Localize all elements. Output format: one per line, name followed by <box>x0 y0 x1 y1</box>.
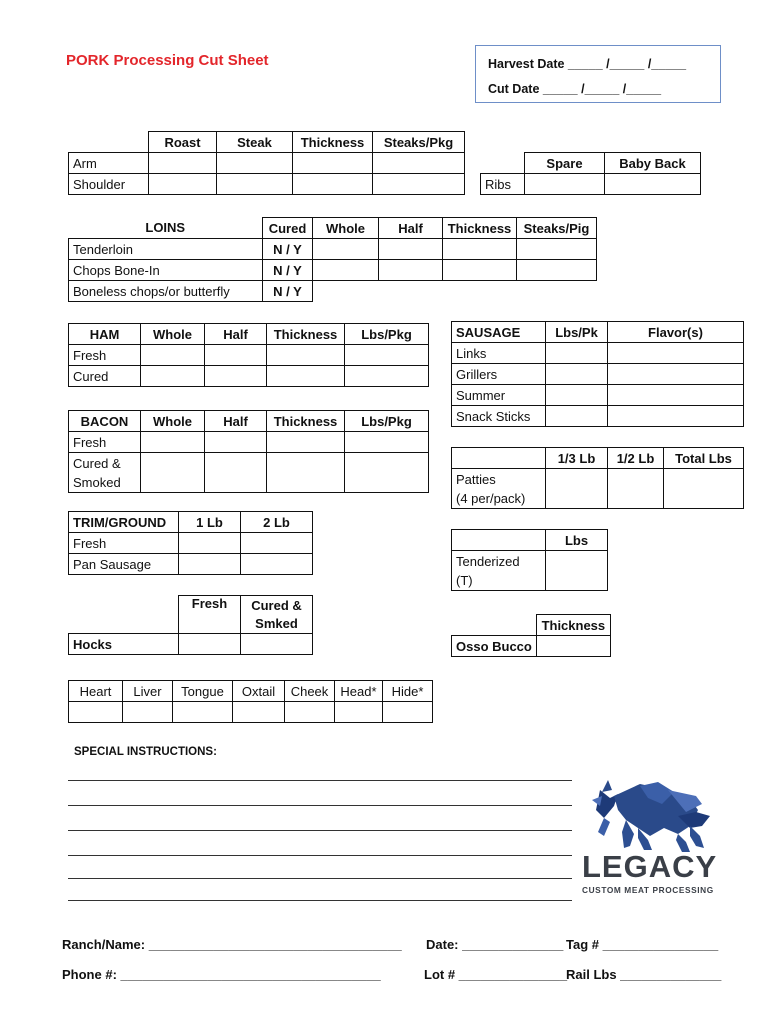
row-summer: Summer <box>452 385 546 406</box>
row-hocks: Hocks <box>69 634 179 655</box>
header-half: Half <box>205 411 267 432</box>
header-thickness: Thickness <box>443 218 517 239</box>
legacy-logo <box>578 776 730 898</box>
special-instructions-label: SPECIAL INSTRUCTIONS: <box>74 746 217 758</box>
header-baby-back: Baby Back <box>605 153 701 174</box>
rail-lbs-field[interactable]: Rail Lbs ______________ <box>566 967 722 982</box>
header-total-lbs: Total Lbs <box>664 448 744 469</box>
header-fresh: Fresh <box>179 596 241 634</box>
ranch-name-field[interactable]: Ranch/Name: ___________________________________ <box>62 937 402 952</box>
header-cured-smked: Cured & Smked <box>241 596 313 634</box>
row-boneless-chops: Boneless chops/or butterfly <box>69 281 263 302</box>
hocks-table <box>68 595 313 655</box>
row-chops-bone-in: Chops Bone-In <box>69 260 263 281</box>
header-trim-ground: TRIM/GROUND <box>69 512 179 533</box>
row-arm: Arm <box>69 153 149 174</box>
bull-icon <box>578 776 730 898</box>
header-1lb: 1 Lb <box>179 512 241 533</box>
header-thickness: Thickness <box>293 132 373 153</box>
header-spare: Spare <box>525 153 605 174</box>
ribs-table <box>480 152 701 195</box>
bacon-table <box>68 410 429 493</box>
header-cheek: Cheek <box>285 681 335 702</box>
header-whole: Whole <box>141 411 205 432</box>
page-title: PORK Processing Cut Sheet <box>66 52 269 69</box>
row-ribs: Ribs <box>481 174 525 195</box>
phone-field[interactable]: Phone #: ____________________________________ <box>62 967 381 982</box>
date-field[interactable]: Date: ______________ <box>426 937 564 952</box>
patties-table <box>451 447 744 509</box>
header-steak: Steak <box>217 132 293 153</box>
instruction-line[interactable] <box>68 780 572 781</box>
header-2lb: 2 Lb <box>241 512 313 533</box>
row-links: Links <box>452 343 546 364</box>
header-third-lb: 1/3 Lb <box>546 448 608 469</box>
logo-word: LEGACY <box>582 849 718 884</box>
harvest-date-field[interactable]: Harvest Date _____ /_____ /_____ <box>488 57 687 71</box>
header-lbs-pkg: Lbs/Pkg <box>345 411 429 432</box>
header-roast: Roast <box>149 132 217 153</box>
header-sausage: SAUSAGE <box>452 322 546 343</box>
tenderized-table <box>451 529 608 591</box>
row-fresh: Fresh <box>69 432 141 453</box>
header-half: Half <box>379 218 443 239</box>
header-lbs: Lbs <box>546 530 608 551</box>
header-steaks-pig: Steaks/Pig <box>517 218 597 239</box>
row-snack-sticks: Snack Sticks <box>452 406 546 427</box>
header-cured: Cured <box>263 218 313 239</box>
header-half-lb: 1/2 Lb <box>608 448 664 469</box>
cut-date-field[interactable]: Cut Date _____ /_____ /_____ <box>488 82 662 96</box>
shoulder-table <box>68 131 465 195</box>
header-flavors: Flavor(s) <box>608 322 744 343</box>
trim-ground-table <box>68 511 313 575</box>
header-bacon: BACON <box>69 411 141 432</box>
header-steaks-pkg: Steaks/Pkg <box>373 132 465 153</box>
loins-table: LOINS Cured Whole Half Thickness Steaks/Pig Tenderloin N / Y Chops Bone-In N / Y Boneless chops/or butterfly N / Y <box>68 217 597 302</box>
header-heart: Heart <box>69 681 123 702</box>
ham-table <box>68 323 429 387</box>
row-tenderized: Tenderized (T) <box>452 551 546 591</box>
header-thickness: Thickness <box>267 324 345 345</box>
offal-table <box>68 680 433 723</box>
header-whole: Whole <box>141 324 205 345</box>
row-grillers: Grillers <box>452 364 546 385</box>
row-cured: Cured <box>69 366 141 387</box>
row-fresh: Fresh <box>69 345 141 366</box>
header-head: Head* <box>335 681 383 702</box>
instruction-line[interactable] <box>68 805 572 806</box>
header-oxtail: Oxtail <box>233 681 285 702</box>
tag-field[interactable]: Tag # ________________ <box>566 937 719 952</box>
instruction-line[interactable] <box>68 900 572 901</box>
instruction-line[interactable] <box>68 855 572 856</box>
header-loins: LOINS <box>69 218 263 239</box>
header-thickness: Thickness <box>267 411 345 432</box>
header-liver: Liver <box>123 681 173 702</box>
row-osso-bucco: Osso Bucco <box>452 636 537 657</box>
lot-field[interactable]: Lot # _______________ <box>424 967 568 982</box>
row-cured-smoked: Cured & Smoked <box>69 453 141 493</box>
header-whole: Whole <box>313 218 379 239</box>
osso-bucco-table <box>451 614 611 657</box>
instruction-line[interactable] <box>68 830 572 831</box>
header-half: Half <box>205 324 267 345</box>
header-hide: Hide* <box>383 681 433 702</box>
row-fresh: Fresh <box>69 533 179 554</box>
row-tenderloin: Tenderloin <box>69 239 263 260</box>
instruction-line[interactable] <box>68 878 572 879</box>
row-pan-sausage: Pan Sausage <box>69 554 179 575</box>
row-patties: Patties (4 per/pack) <box>452 469 546 509</box>
header-ham: HAM <box>69 324 141 345</box>
date-box <box>475 45 721 103</box>
row-shoulder: Shoulder <box>69 174 149 195</box>
header-tongue: Tongue <box>173 681 233 702</box>
logo-tagline: CUSTOM MEAT PROCESSING <box>582 885 714 895</box>
sausage-table <box>451 321 744 427</box>
header-lbs-pkg: Lbs/Pkg <box>345 324 429 345</box>
header-thickness: Thickness <box>536 615 610 636</box>
header-lbs-pk: Lbs/Pk <box>546 322 608 343</box>
